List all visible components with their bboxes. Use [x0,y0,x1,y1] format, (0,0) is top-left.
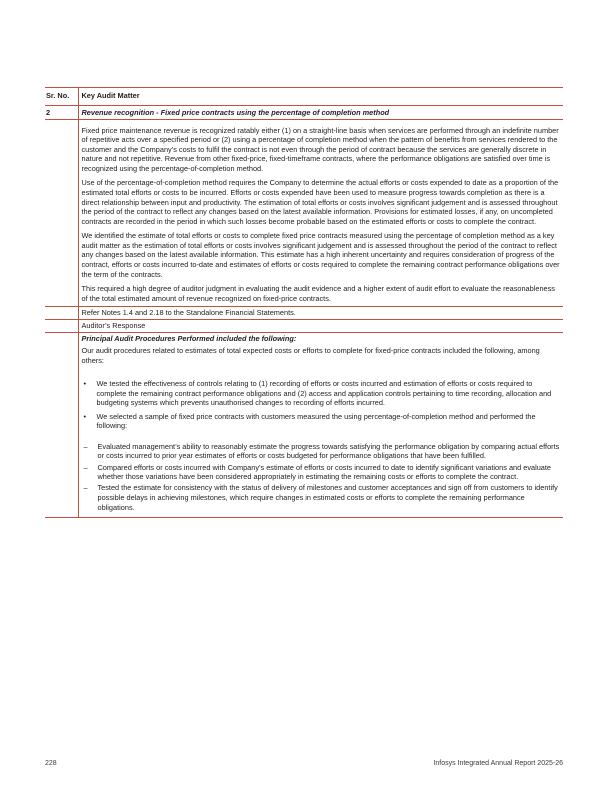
bullet-icon: • [83,379,87,389]
dash-icon: – [83,462,88,472]
refer-notes-row [45,307,563,320]
sub-item-text: Evaluated management’s ability to reasonably estimate the progress towards satisfying the performance obligation by comparing actual efforts or costs incurred to prior year estimates of efforts or costs budgeted for performance obligations that have been fulfilled. [97,441,560,461]
matter-title-text: Revenue recognition - Fixed price contracts using the percentage of completion method [81,108,390,117]
header-key-audit-matter: Key Audit Matter [78,88,563,106]
page-number: 228 [45,760,57,767]
matter-paragraph-4: This required a high degree of auditor judgment in evaluating the audit evidence and a higher extent of audit effort to evaluate the reasonableness of the total estimated amount of revenue recognized on fixed-price contracts. [81,284,555,303]
dash-icon: – [83,441,88,451]
list-item [82,442,564,461]
matter-description [78,119,563,307]
bullet-icon: • [83,411,87,421]
table-header-row [45,88,563,106]
sub-item-text: Compared efforts or costs incurred with Company’s estimate of efforts or costs incurred to date to identify significant variations and evaluate whether those variations have been considered appropriately in estimating the remaining costs or efforts to complete the contract. [97,462,551,482]
procedures-sub-list [82,442,564,512]
procedures-content [78,332,563,517]
procedures-bullet-list [82,379,564,512]
procedures-row [45,332,563,517]
header-sr-no: Sr. No. [45,88,78,106]
procedures-title: Principal Audit Procedures Performed included the following: [81,333,297,343]
matter-body-row [45,119,563,307]
row-sr-no: 2 [45,106,78,120]
auditor-response-label: Auditor’s Response [78,319,563,332]
bullet-text: We tested the effectiveness of controls relating to (1) recording of efforts or costs incurred and estimation of efforts or costs required to complete the remaining contract performance obligations and (2) access and application controls pertaining to time recording, allocation and budgeting systems which prevents unauthorised changes to recording of efforts incurred. [96,379,552,408]
auditor-response-row [45,319,563,332]
bullet-text: We selected a sample of fixed price contracts with customers measured the using percentage-of-completion method and performed the following: [96,411,536,431]
list-item [82,379,564,408]
matter-paragraph-1: Fixed price maintenance revenue is recognized ratably either (1) on a straight-line basis when services are performed through an indefinite number of repetitive acts over a specified period or (2) using a percentage of completion method when the pattern of benefits from services rendered to the customer and the Company’s costs to fulfil the contract is not even through the period of contract because the services are generally discrete in nature and not repetitive. Revenue from other fixed-price, fixed-timeframe contracts, where the performance obligations are satisfied over time is recognized using the percentage-of-completion method. [81,125,559,173]
procedures-intro: Our audit procedures related to estimates of total expected costs or efforts to complete for fixed-price contracts included the following, among others: [81,346,540,365]
matter-paragraph-3: We identified the estimate of total efforts or costs to complete fixed price contracts measured using the percentage of completion method as a key audit matter as the estimation of total efforts or costs involves significant judgement and is assessed throughout the period of the contract to reflect any changes based on the latest available information. This estimate has a high inherent uncertainty and requires consideration of progress of the contract, efforts or costs incurred to-date and estimates of efforts or costs required to complete the remaining contract performance obligations over the term of the contracts. [81,231,560,279]
key-audit-matter-table [45,87,563,518]
sub-item-text: Tested the estimate for consistency with the status of delivery of milestones and customer acceptances and sign off from customers to identify possible delays in achieving milestones, which require changes in estimated costs or efforts to complete the remaining performance obligations. [97,483,558,512]
report-title: Infosys Integrated Annual Report 2025-26 [433,760,563,767]
matter-title-row [45,106,563,120]
list-item [82,483,564,512]
list-item [82,412,564,513]
refer-notes-text: Refer Notes 1.4 and 2.18 to the Standalone Financial Statements. [78,307,563,320]
dash-icon: – [83,483,88,493]
matter-title [78,106,563,120]
list-item [82,463,564,482]
matter-paragraph-2: Use of the percentage-of-completion method requires the Company to determine the actual efforts or costs expended to date as a proportion of the estimated total efforts or costs to be incurred. Efforts or costs expended have been used to measure progress towards completion as there is a direct relationship between input and productivity. The estimation of total efforts or costs involves significant judgement and is assessed throughout the period of the contract to reflect any changes based on the latest available information. Provisions for estimated losses, if any, on uncompleted contracts are recorded in the period in which such losses become probable based on the estimated efforts or costs to complete the contract. [81,178,559,226]
